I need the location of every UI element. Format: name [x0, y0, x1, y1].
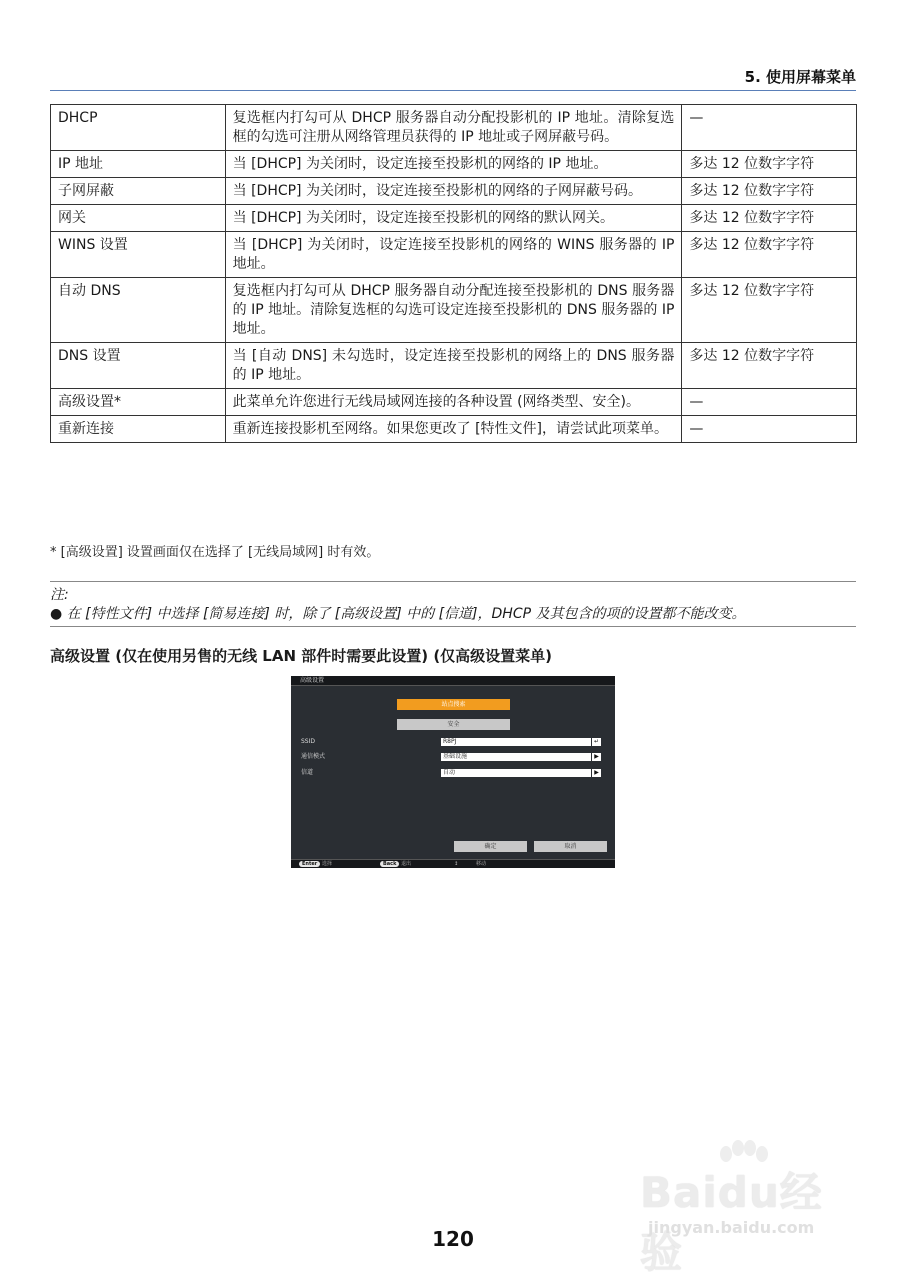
setting-value: 多达 12 位数字字符: [682, 278, 857, 343]
setting-value: 多达 12 位数字字符: [682, 151, 857, 178]
watermark-url: jingyan.baidu.com: [648, 1218, 815, 1237]
site-survey-button[interactable]: 站点搜索: [397, 699, 510, 710]
table-row: [51, 232, 857, 278]
footnote: * [高级设置] 设置画面仅在选择了 [无线局域网] 时有效。: [50, 545, 380, 560]
setting-name: 网关: [51, 205, 226, 232]
setting-description: 当 [DHCP] 为关闭时，设定连接至投影机的网络的 WINS 服务器的 IP 地址。: [225, 232, 682, 278]
section-header: 5. 使用屏幕菜单: [744, 68, 856, 86]
setting-description: 重新连接投影机至网络。如果您更改了 [特性文件]，请尝试此项菜单。: [225, 416, 682, 443]
setting-value: —: [682, 416, 857, 443]
table-row: [51, 278, 857, 343]
setting-name: 重新连接: [51, 416, 226, 443]
setting-name: WINS 设置: [51, 232, 226, 278]
setting-value: 多达 12 位数字字符: [682, 232, 857, 278]
ssid-field[interactable]: R8PJ: [441, 738, 591, 746]
setting-description: 复选框内打勾可从 DHCP 服务器自动分配投影机的 IP 地址。清除复选框的勾选可注册从网络管理员获得的 IP 地址或子网屏蔽号码。: [225, 105, 682, 151]
table-row: [51, 343, 857, 389]
move-key-label: 移动: [476, 861, 487, 867]
channel-field[interactable]: 自动: [441, 769, 591, 777]
note-box: [50, 581, 856, 627]
setting-name: DNS 设置: [51, 343, 226, 389]
note-title: 注:: [50, 587, 69, 603]
mode-label: 通信模式: [301, 753, 326, 760]
setting-name: DHCP: [51, 105, 226, 151]
subheading: 高级设置 (仅在使用另售的无线 LAN 部件时需要此设置) (仅高级设置菜单): [50, 647, 553, 665]
setting-value: —: [682, 389, 857, 416]
table-row: [51, 416, 857, 443]
enter-key-label: 选择: [322, 861, 333, 867]
setting-name: IP 地址: [51, 151, 226, 178]
setting-value: 多达 12 位数字字符: [682, 205, 857, 232]
security-button[interactable]: 安全: [397, 719, 510, 730]
setting-value: 多达 12 位数字字符: [682, 343, 857, 389]
move-icon: ↕: [454, 861, 459, 867]
mode-field[interactable]: 基础设施: [441, 753, 591, 761]
screen-title: 高级设置: [300, 677, 325, 684]
setting-description: 当 [DHCP] 为关闭时，设定连接至投影机的网络的子网屏蔽号码。: [225, 178, 682, 205]
back-key-badge: Back: [380, 861, 399, 867]
table-row: [51, 178, 857, 205]
table-row: [51, 205, 857, 232]
watermark-logo: Baidu经验: [640, 1168, 823, 1277]
table-row: [51, 105, 857, 151]
table-row: [51, 389, 857, 416]
enter-icon[interactable]: ↵: [593, 738, 600, 745]
setting-description: 当 [自动 DNS] 未勾选时，设定连接至投影机的网络上的 DNS 服务器的 IP 地址。: [225, 343, 682, 389]
note-text: ● 在 [特性文件] 中选择 [简易连接] 时，除了 [高级设置] 中的 [信道]，DHCP 及其包含的项的设置都不能改变。: [50, 606, 746, 622]
network-settings-table: [50, 104, 857, 443]
setting-description: 当 [DHCP] 为关闭时，设定连接至投影机的网络的 IP 地址。: [225, 151, 682, 178]
setting-value: 多达 12 位数字字符: [682, 178, 857, 205]
setting-name: 自动 DNS: [51, 278, 226, 343]
screen-titlebar: [291, 676, 615, 686]
enter-key-badge: Enter: [299, 861, 320, 867]
setting-name: 子网屏蔽: [51, 178, 226, 205]
advanced-settings-screenshot: [291, 676, 615, 868]
setting-description: 当 [DHCP] 为关闭时，设定连接至投影机的网络的默认网关。: [225, 205, 682, 232]
channel-label: 信道: [301, 769, 314, 776]
arrow-right-icon[interactable]: ▶: [592, 753, 601, 761]
table-row: [51, 151, 857, 178]
setting-description: 复选框内打勾可从 DHCP 服务器自动分配连接至投影机的 DNS 服务器的 IP 地址。清除复选框的勾选可设定连接至投影机的 DNS 服务器的 IP 地址。: [225, 278, 682, 343]
setting-description: 此菜单允许您进行无线局域网连接的各种设置 (网络类型、安全)。: [225, 389, 682, 416]
page-number: 120: [432, 1227, 474, 1251]
header-rule: [50, 90, 856, 91]
arrow-right-icon[interactable]: ▶: [592, 769, 601, 777]
ok-button[interactable]: 确定: [454, 841, 527, 852]
back-key-label: 退出: [401, 861, 412, 867]
ssid-label: SSID: [301, 738, 316, 745]
screen-footer: [291, 859, 615, 868]
setting-name: 高级设置*: [51, 389, 226, 416]
cancel-button[interactable]: 取消: [534, 841, 607, 852]
setting-value: —: [682, 105, 857, 151]
